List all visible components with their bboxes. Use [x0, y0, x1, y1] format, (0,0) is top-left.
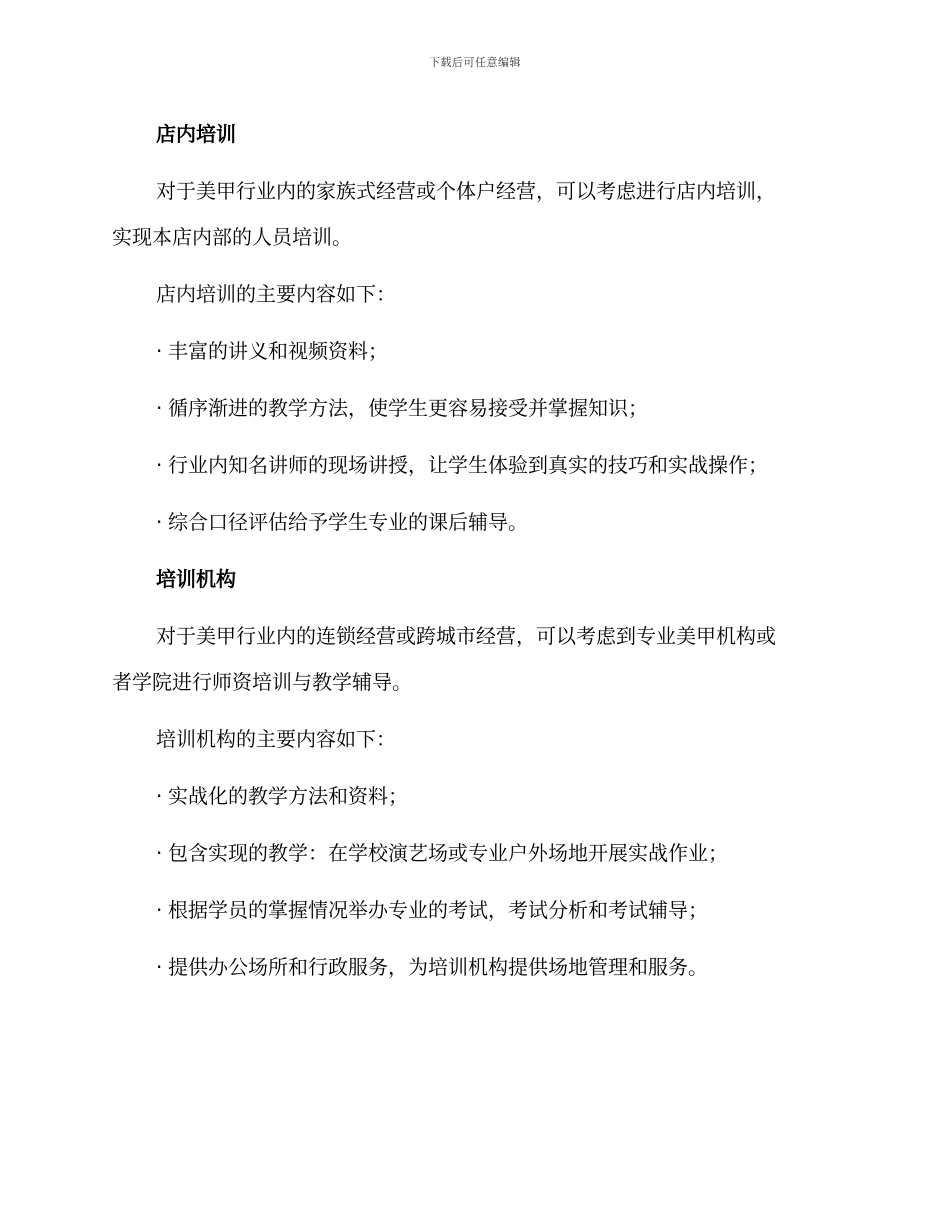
list-title: 店内培训的主要内容如下：: [156, 282, 396, 306]
list-item-text: 包含实现的教学：在学校演艺场或专业户外场地开展实战作业；: [168, 841, 728, 865]
list-item-text: 循序渐进的教学方法，使学生更容易接受并掌握知识；: [168, 396, 648, 420]
bullet-icon: ·: [156, 396, 163, 420]
paragraph-line: 对于美甲行业内的连锁经营或跨城市经营，可以考虑到专业美甲机构或: [156, 624, 776, 648]
bullet-icon: ·: [156, 453, 163, 477]
list-item: [112, 944, 842, 990]
list-item-text: 提供办公场所和行政服务，为培训机构提供场地管理和服务。: [168, 955, 708, 979]
section-heading: 培训机构: [156, 567, 236, 591]
intro-paragraph: [112, 168, 842, 260]
list-item-text: 根据学员的掌握情况举办专业的考试，考试分析和考试辅导；: [168, 898, 708, 922]
list-item-text: 行业内知名讲师的现场讲授，让学生体验到真实的技巧和实战操作；: [168, 453, 768, 477]
list-item-text: 综合口径评估给予学生专业的课后辅导。: [168, 510, 528, 534]
page-header: 下载后可任意编辑: [429, 56, 521, 69]
bullet-icon: ·: [156, 784, 163, 808]
list-item: [112, 328, 842, 374]
list-item: [112, 385, 842, 431]
list-item: [112, 773, 842, 819]
list-item-text: 实战化的教学方法和资料；: [168, 784, 408, 808]
bullet-icon: ·: [156, 898, 163, 922]
list-item-text: 丰富的讲义和视频资料；: [168, 339, 388, 363]
list-item: [112, 499, 842, 545]
paragraph-line: 对于美甲行业内的家族式经营或个体户经营，可以考虑进行店内培训，: [156, 179, 776, 203]
section-training-institution: [112, 556, 842, 990]
section-in-store-training: [112, 111, 842, 545]
bullet-icon: ·: [156, 339, 163, 363]
bullet-icon: ·: [156, 510, 163, 534]
paragraph-line: 实现本店内部的人员培训。: [112, 225, 352, 249]
list-item: [112, 442, 842, 488]
list-item: [112, 830, 842, 876]
document-body: [112, 111, 842, 1001]
intro-paragraph: [112, 613, 842, 705]
list-item: [112, 887, 842, 933]
paragraph-line: 者学院进行师资培训与教学辅导。: [112, 670, 412, 694]
bullet-icon: ·: [156, 841, 163, 865]
bullet-icon: ·: [156, 955, 163, 979]
section-heading: 店内培训: [156, 122, 236, 146]
list-title: 培训机构的主要内容如下：: [156, 727, 396, 751]
